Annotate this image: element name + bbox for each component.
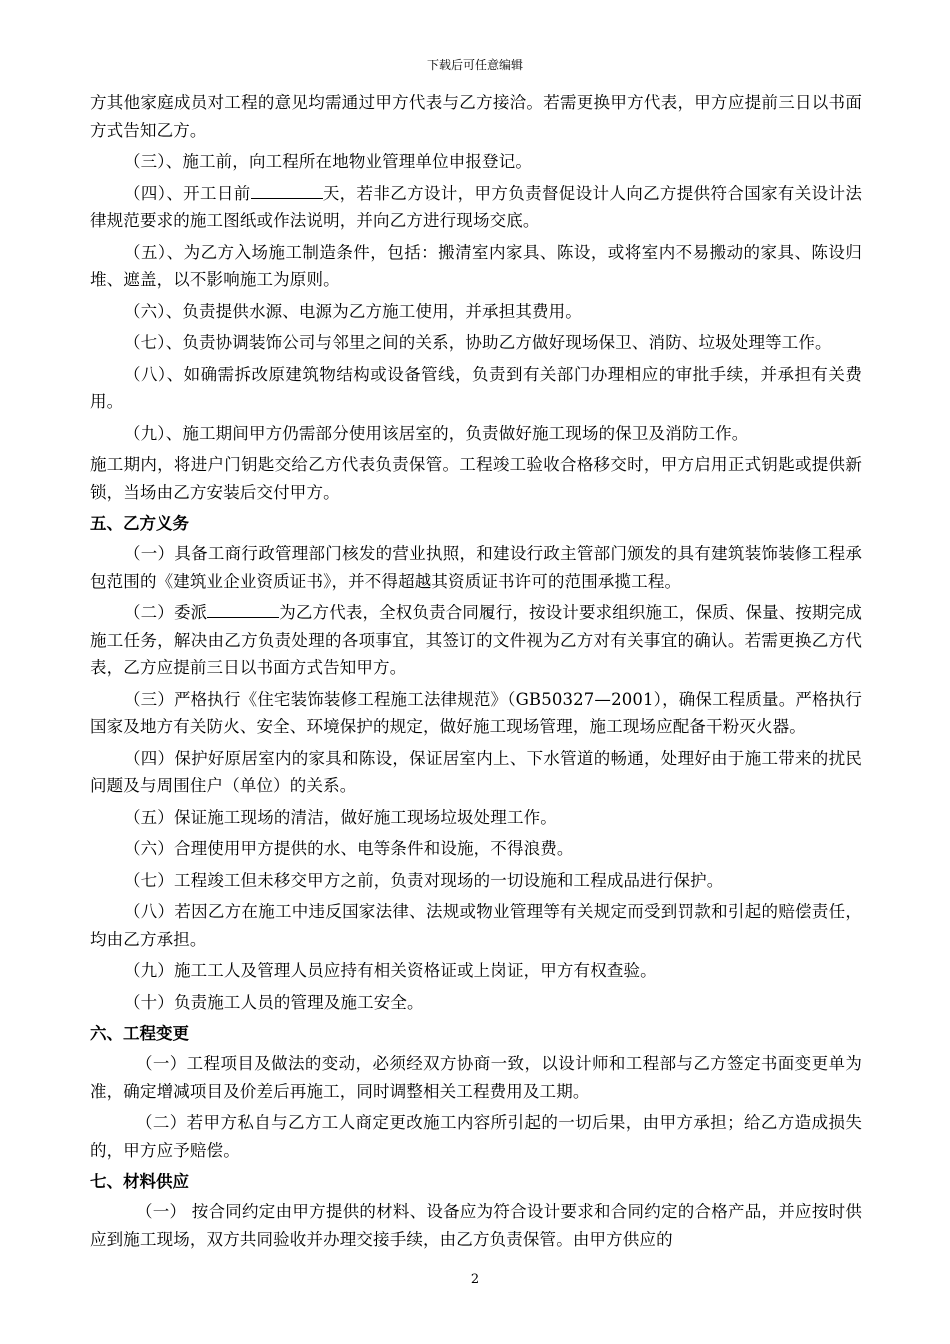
paragraph: （九）、施工期间甲方仍需部分使用该居室的，负责做好施工现场的保卫及消防工作。 xyxy=(124,423,749,443)
paragraph: （一）具备工商行政管理部门核发的营业执照，和建设行政主管部门颁发的具有建筑装饰装修工程承包范围的《建筑业企业资质证书》，并不得超越其资质证书许可的范围承揽工程。 xyxy=(90,544,862,591)
section-heading: 六、工程变更 xyxy=(90,1024,189,1043)
paragraph-text: 为乙方代表，全权负责合同履行，按设计要求组织施工，保质、保量、按期完成施工任务，解决由乙方负责处理的各项事宜，其签订的文件视为乙方对有关事宜的确认。若需更换乙方代表，乙方应提前三日以书面方式告知甲方。 xyxy=(90,603,862,677)
paragraph: （二）若甲方私自与乙方工人商定更改施工内容所引起的一切后果，由甲方承担；给乙方造成损失的，甲方应予赔偿。 xyxy=(90,1113,862,1160)
paragraph: （一） 按合同约定由甲方提供的材料、设备应为符合设计要求和合同约定的合格产品，并应按时供应到施工现场，双方共同验收并办理交接手续，由乙方负责保管。由甲方供应的 xyxy=(90,1202,862,1249)
paragraph: （五）、为乙方入场施工制造条件，包括：搬清室内家具、陈设，或将室内不易搬动的家具、陈设归堆、遮盖，以不影响施工为原则。 xyxy=(90,242,862,289)
paragraph: （一）工程项目及做法的变动，必须经双方协商一致，以设计师和工程部与乙方签定书面变更单为准，确定增减项目及价差后再施工，同时调整相关工程费用及工期。 xyxy=(90,1054,862,1101)
paragraph xyxy=(90,180,862,235)
paragraph: （八）、如确需拆改原建筑物结构或设备管线，负责到有关部门办理相应的审批手续，并承担有关费用。 xyxy=(90,364,862,411)
paragraph: （五）保证施工现场的清洁，做好施工现场垃圾处理工作。 xyxy=(124,807,557,827)
paragraph: （十）负责施工人员的管理及施工安全。 xyxy=(124,992,424,1012)
page-header: 下载后可任意编辑 xyxy=(426,58,523,72)
paragraph: （六）合理使用甲方提供的水、电等条件和设施，不得浪费。 xyxy=(124,839,574,858)
paragraph: 施工期内，将进户门钥匙交给乙方代表负责保管。工程竣工验收合格移交时，甲方启用正式钥匙或提供新锁，当场由乙方安装后交付甲方。 xyxy=(90,455,862,502)
paragraph-text: （四）、开工日前 xyxy=(124,183,251,203)
paragraph xyxy=(90,599,862,682)
paragraph: （九）施工工人及管理人员应持有相关资格证或上岗证，甲方有权查验。 xyxy=(124,961,657,980)
section-heading: 五、乙方义务 xyxy=(90,514,189,533)
paragraph: （六）、负责提供水源、电源为乙方施工使用，并承担其费用。 xyxy=(124,301,582,321)
paragraph: （八）若因乙方在施工中违反国家法律、法规或物业管理等有关规定而受到罚款和引起的赔偿责任，均由乙方承担。 xyxy=(90,902,862,949)
document-body xyxy=(90,89,862,1257)
paragraph: （四）保护好原居室内的家具和陈设，保证居室内上、下水管道的畅通，处理好由于施工带来的扰民问题及与周围住户（单位）的关系。 xyxy=(90,748,862,795)
section-heading: 七、材料供应 xyxy=(90,1172,189,1191)
paragraph-text: 天，若非乙方设计，甲方负责督促设计人向乙方提供符合国家有关设计法律规范要求的施工图纸或作法说明，并向乙方进行现场交底。 xyxy=(90,183,862,230)
paragraph: （三）、施工前，向工程所在地物业管理单位申报登记。 xyxy=(124,152,532,171)
paragraph: 方其他家庭成员对工程的意见均需通过甲方代表与乙方接洽。若需更换甲方代表，甲方应提前三日以书面方式告知乙方。 xyxy=(90,93,862,140)
fill-in-blank[interactable] xyxy=(251,180,323,199)
paragraph: （七）工程竣工但未移交甲方之前，负责对现场的一切设施和工程成品进行保护。 xyxy=(124,870,724,890)
paragraph: （七）、负责协调装饰公司与邻里之间的关系，协助乙方做好现场保卫、消防、垃圾处理等工作。 xyxy=(124,333,832,352)
paragraph: （三）严格执行《住宅装饰装修工程施工法律规范》（GB50327—2001），确保工程质量。严格执行国家及地方有关防火、安全、环境保护的规定，做好施工现场管理，施工现场应配备干粉灭火器。 xyxy=(90,689,862,736)
paragraph-text: （二）委派 xyxy=(124,603,208,622)
page-number: 2 xyxy=(470,1272,480,1287)
fill-in-blank[interactable] xyxy=(207,599,279,618)
